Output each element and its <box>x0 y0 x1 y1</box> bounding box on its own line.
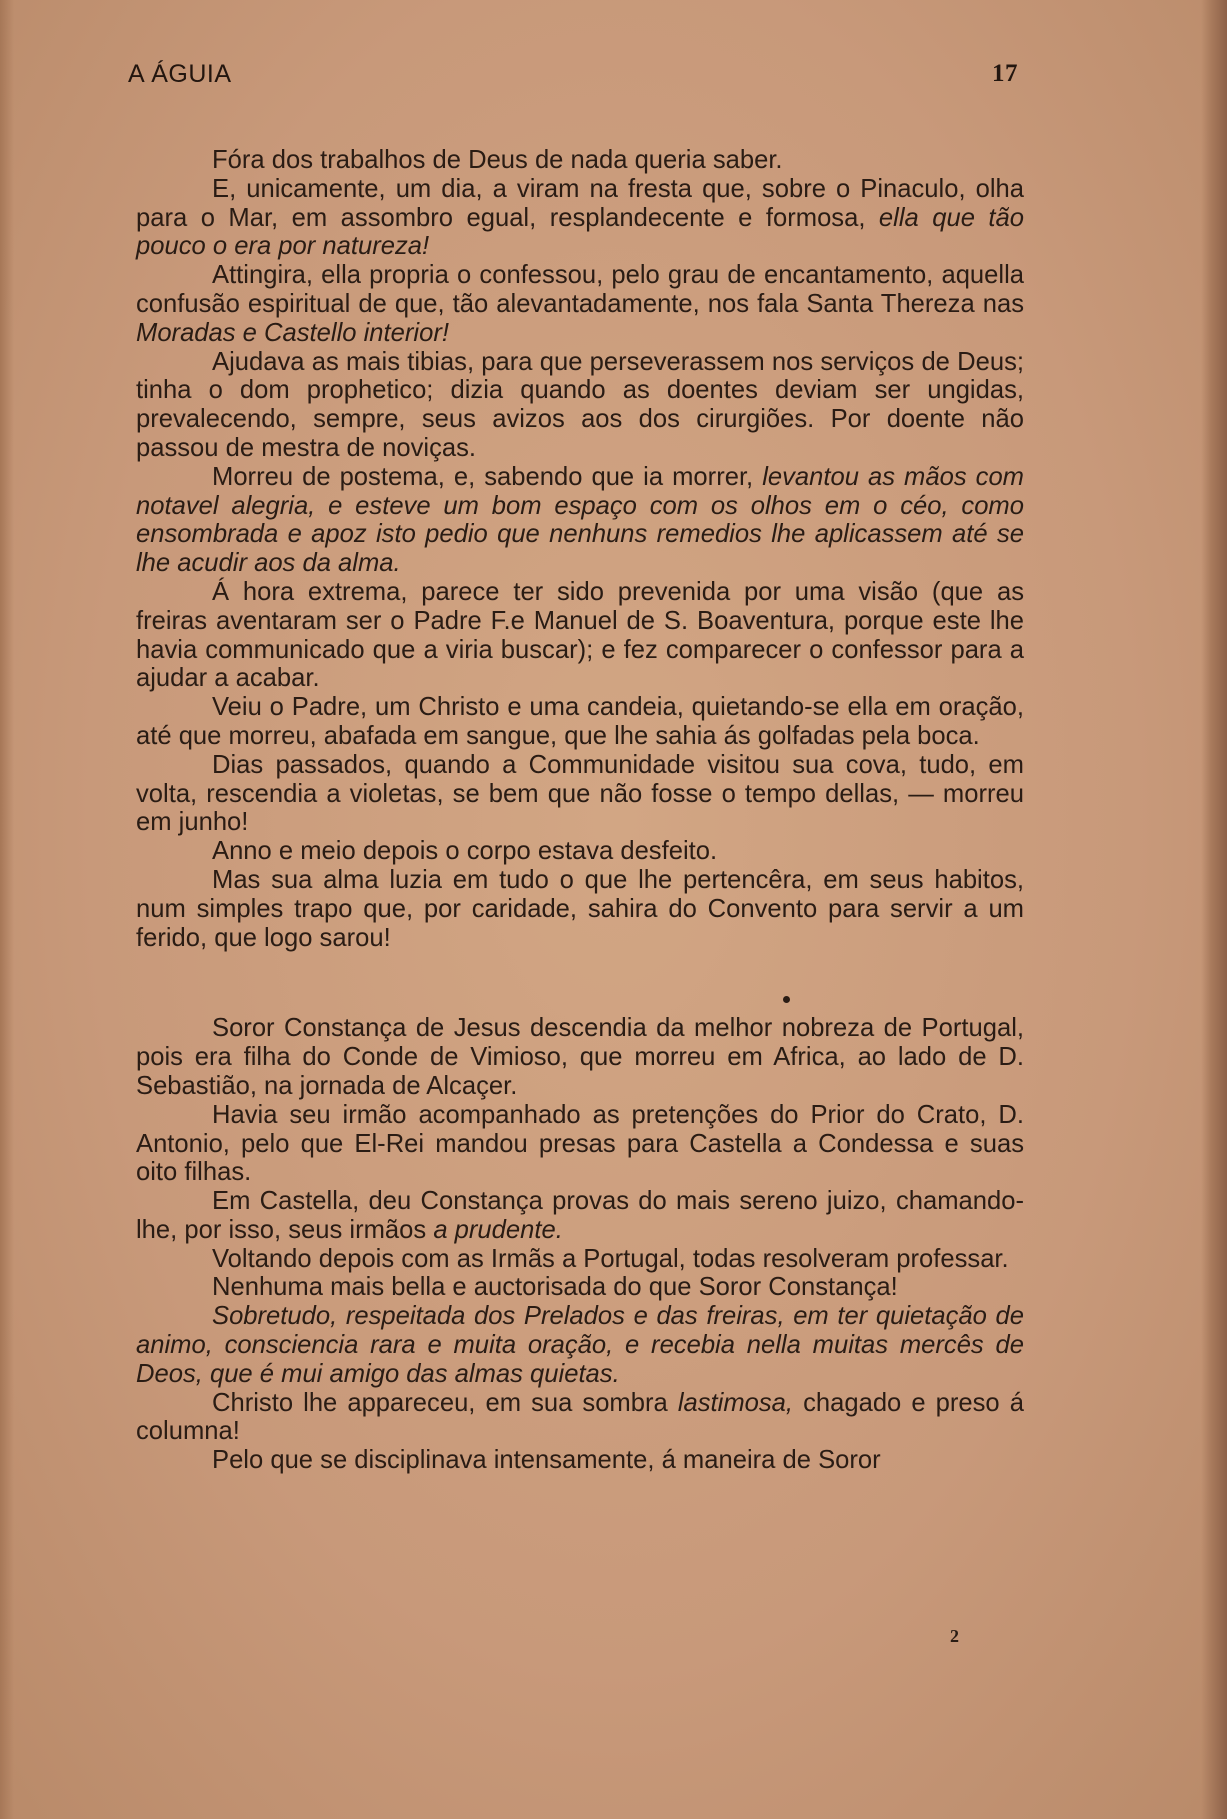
paragraph: Christo lhe appareceu, em sua sombra lastimosa, chagado e preso á columna! <box>136 1388 1024 1446</box>
paragraph: Havia seu irmão acompanhado as pretenções do Prior do Crato, D. Antonio, pelo que El-Rei mandou presas para Castella a Condessa e suas oito filhas. <box>136 1100 1024 1187</box>
page-edge-left <box>0 0 14 1819</box>
paragraph: Anno e meio depois o corpo estava desfeito. <box>212 837 718 866</box>
page-edge-right <box>1201 0 1227 1819</box>
paragraph: Voltando depois com as Irmãs a Portugal, todas resolveram professar. <box>212 1244 1009 1273</box>
paragraph: Pelo que se disciplinava intensamente, á maneira de Soror <box>212 1446 881 1475</box>
paragraph: E, unicamente, um dia, a viram na fresta que, sobre o Pinaculo, olha para o Mar, em assombro egual, resplandecente e formosa, ella que tão pouco o era por natureza! <box>136 174 1024 261</box>
paragraph: Ajudava as mais tibias, para que perseverassem nos serviços de Deus; tinha o dom prophetico; dizia quando as doentes deviam ser ungidas, prevalecendo, sempre, seus avizos aos dos cirurgiões. Por doente não passou de mestra de noviças. <box>136 347 1024 462</box>
running-header <box>128 60 1018 100</box>
paragraph: Attingira, ella propria o confessou, pelo grau de encantamento, aquella confusão espiritual de que, tão alevantadamente, nos fala Santa Thereza nas Moradas e Castello interior! <box>136 261 1024 347</box>
paragraph: Nenhuma mais bella e auctorisada do que Soror Constança! <box>212 1273 898 1302</box>
paragraph: Fóra dos trabalhos de Deus de nada queria saber. <box>212 146 783 174</box>
paragraph: Mas sua alma luzia em tudo o que lhe pertencêra, em seus habitos, num simples trapo que, por caridade, sahira do Convento para servir a um ferido, que logo sarou! <box>136 865 1024 952</box>
paragraph: Á hora extrema, parece ter sido prevenida por uma visão (que as freiras aventaram ser o Padre F.e Manuel de S. Boaventura, porque este lhe havia communicado que a viria buscar); e fez comparecer o confessor para a ajudar a acabar. <box>136 577 1024 693</box>
paragraph: Dias passados, quando a Communidade visitou sua cova, tudo, em volta, rescendia a violetas, se bem que não fosse o tempo dellas, — morreu em junho! <box>136 750 1024 837</box>
separator-dot <box>783 996 790 1003</box>
page-number: 17 <box>992 60 1018 87</box>
paragraph: Veiu o Padre, um Christo e uma candeia, quietando-se ella em oração, até que morreu, abafada em sangue, que lhe sahia ás golfadas pela boca. <box>136 693 1024 750</box>
section-separator <box>136 952 1024 1014</box>
paragraph: Em Castella, deu Constança provas do mais sereno juizo, chamando-lhe, por isso, seus irmãos a prudente. <box>136 1187 1024 1244</box>
paragraph: Sobretudo, respeitada dos Prelados e das freiras, em ter quietação de animo, consciencia rara e muita oração, e recebia nella muitas mercês de Deos, que é mui amigo das almas quietas. <box>136 1302 1024 1388</box>
paragraph: Soror Constança de Jesus descendia da melhor nobreza de Portugal, pois era filha do Conde de Vimioso, que morreu em Africa, ao lado de D. Sebastião, na jornada de Alcaçer. <box>136 1014 1024 1100</box>
journal-title: A ÁGUIA <box>128 60 232 88</box>
printer-signature-mark: 2 <box>950 1626 959 1646</box>
paragraph: Morreu de postema, e, sabendo que ia morrer, levantou as mãos com notavel alegria, e esteve um bom espaço com os olhos em o céo, como ensombrada e apoz isto pedio que nenhuns remedios lhe aplicassem até se lhe acudir aos da alma. <box>136 462 1024 578</box>
body-text <box>136 146 1024 1475</box>
